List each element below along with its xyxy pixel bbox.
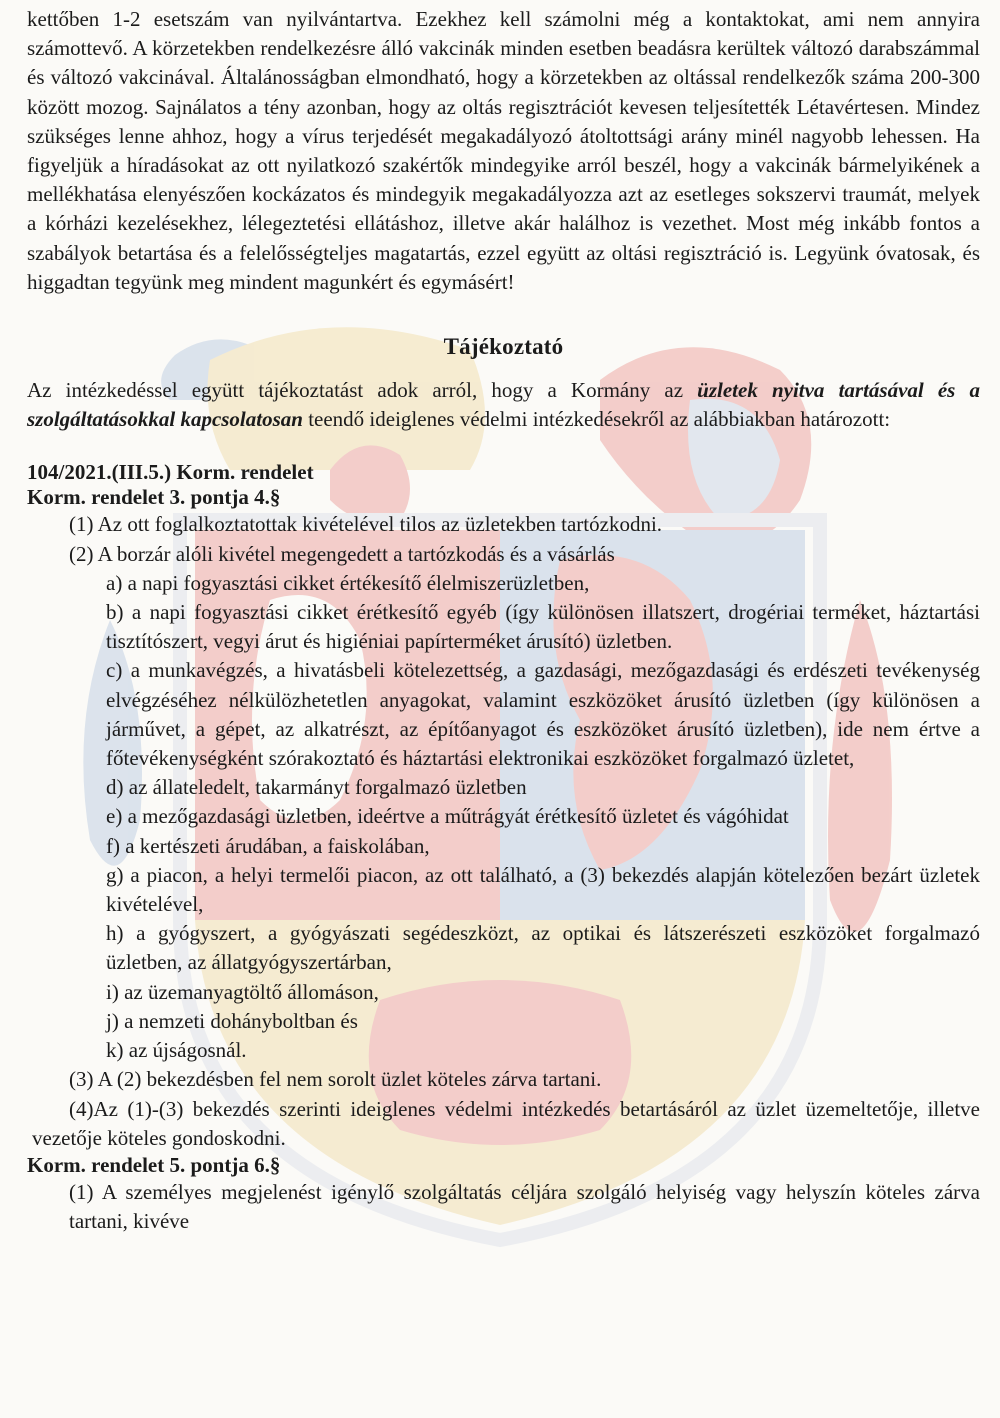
section-3-4-body: [27, 510, 980, 1152]
intro-paragraph: kettőben 1-2 esetszám van nyilvántartva. Ezekhez kell számolni még a kontaktokat, ami nem annyira számottevő. A körzetekben rendelkezésre álló vakcinák minden esetben beadásra kerültek változó darabszámmal és változó vakcinával. Általánosságban elmondható, hogy a körzetekben az oltással rendelkezők száma 200-300 között mozog. Sajnálatos a tény azonban, hogy az oltás regisztrációt kevesen teljesítették Létavértesen. Mindez szükséges lenne ahhoz, hogy a vírus terjedését megakadályozó átoltottsági arány minél nagyobb lehessen. Ha figyeljük a híradásokat az ott nyilatkozó szakértők mindegyike arról beszél, hogy a vakcinák bármelyikének a mellékhatása elenyészően kockázatos és mindegyik megakadályozza azt az esetleges sokszervi traumát, melyek a kórházi kezelésekhez, lélegeztetési ellátáshoz, illetve akár halálhoz is vezethet. Most még inkább fontos a szabályok betartása és a felelősségteljes magatartás, ezzel együtt az oltási regisztráció is. Legyünk óvatosak, és higgadtan tegyünk meg mindent magunkért és egymásért!: [27, 7, 980, 294]
paragraph-4: (4)Az (1)-(3) bekezdés szerinti ideiglenes védelmi intézkedés betartásáról az üzlet üzemeltetője, illetve vezetője köteles gondoskodni.: [32, 1096, 980, 1150]
list-item-h: h) a gyógyszert, a gyógyászati segédeszközt, az optikai és látszerészeti eszközöket forgalmazó üzletben, az állatgyógyszertárban,: [106, 921, 980, 975]
section-3-4-title: Korm. rendelet 3. pontja 4.§: [27, 485, 281, 510]
list-item-f: f) a kertészeti árudában, a faiskolában,: [106, 833, 430, 858]
regulation-title: 104/2021.(III.5.) Korm. rendelet: [27, 460, 314, 485]
list-item-a: a) a napi fogyasztási cikket értékesítő élelmiszerüzletben,: [106, 570, 590, 595]
list-item-c: c) a munkavégzés, a hivatásbeli kötelezettség, a gazdasági, mezőgazdasági és erdészeti tevékenység elvégzéséhez nélkülözhetetlen anyagokat, valamint eszközöket árusító üzletben (így különösen a járművet, a gépet, az alkatrészt, az építőanyagot és eszközöket árusító üzletben), ide nem értve a főtevékenységként szórakoztató és háztartási elektronikai eszközöket forgalmazó üzletet,: [106, 658, 980, 771]
notice-text-before: Az intézkedéssel együtt tájékoztatást adok arról, hogy a Kormány az: [27, 378, 698, 403]
notice-emphasis: üzletek nyitva tartásával és a szolgáltatásokkal kapcsolatosan: [27, 378, 980, 432]
section-5-6-paragraph-1: (1) A személyes megjelenést igénylő szolgáltatás céljára szolgáló helyiség vagy helyszín köteles zárva tartani, kivéve: [69, 1179, 980, 1234]
notice-text-after: teendő ideiglenes védelmi intézkedésekről az alábbiakban határozott:: [302, 407, 891, 432]
list-item-d: d) az állateledelt, takarmányt forgalmazó üzletben: [106, 775, 527, 800]
notice-heading: Tájékoztató: [443, 334, 564, 360]
section-5-6-title: Korm. rendelet 5. pontja 6.§: [27, 1152, 281, 1177]
list-item-b: b) a napi fogyasztási cikket érétkesítő egyéb (így különösen illatszert, drogériai terméket, háztartási tisztítószert, vegyi árut és higiéniai papírterméket árusító) üzletben.: [106, 600, 980, 654]
list-item-k: k) az újságosnál.: [106, 1038, 247, 1063]
list-item-g: g) a piacon, a helyi termelői piacon, az ott található, a (3) bekezdés alapján kötelezően bezárt üzletek kivételével,: [106, 862, 980, 917]
list-item-i: i) az üzemanyagtöltő állomáson,: [106, 979, 379, 1004]
paragraph-3: (3) A (2) bekezdésben fel nem sorolt üzlet köteles zárva tartani.: [69, 1067, 602, 1092]
paragraph-1: (1) Az ott foglalkoztatottak kivételével tilos az üzletekben tartózkodni.: [69, 512, 663, 537]
list-item-e: e) a mezőgazdasági üzletben, ideértve a műtrágyát érétkesítő üzletet és vágóhidat: [106, 804, 789, 829]
list-item-j: j) a nemzeti dohányboltban és: [106, 1008, 358, 1033]
paragraph-2: (2) A borzár alóli kivétel megengedett a tartózkodás és a vásárlás: [69, 541, 615, 566]
notice-paragraph: [27, 376, 980, 434]
section-5-6-body: [27, 1178, 980, 1236]
